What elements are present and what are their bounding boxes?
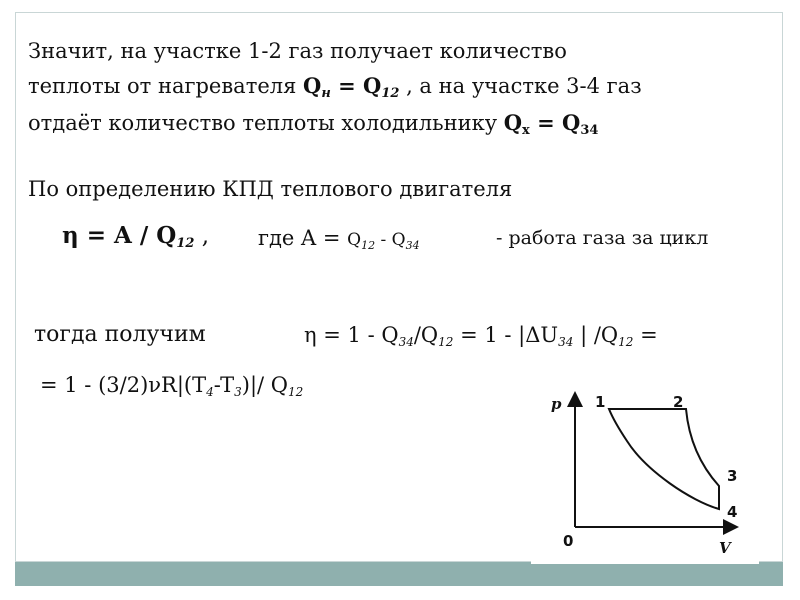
efficiency-result: $\eta = 1 - Q_{34}/Q_{12} = 1 - |\Delta U_{34}$ | $/Q_{12}$ = <box>304 323 658 349</box>
point-3-label: 3 <box>727 467 738 485</box>
work-description: - работа газа за цикл <box>496 227 709 249</box>
point-4-label: 4 <box>727 503 738 521</box>
work-definition: где A = Q12 - Q34 <box>258 226 420 252</box>
paragraph1-line3 <box>28 110 598 144</box>
paragraph2-line1 <box>28 176 512 202</box>
text: теплоты от нагревателя <box>28 74 304 98</box>
footer-bar <box>15 562 783 586</box>
pv-diagram-svg <box>531 381 759 564</box>
q-heater: Qн = Q12 <box>303 73 400 101</box>
point-2-label: 2 <box>673 393 684 411</box>
text: По определению КПД теплового двигателя <box>28 177 513 201</box>
axis-y-label: p <box>551 395 562 413</box>
eta-formula: η = A / Q12 <box>62 222 195 251</box>
cycle-curve <box>609 409 719 509</box>
then-label: тогда получим <box>34 322 206 347</box>
pv-diagram <box>531 381 759 564</box>
paragraph1-line1 <box>28 38 567 64</box>
text: , а на участке 3-4 газ <box>399 74 642 98</box>
q-cooler: Qх = Q34 <box>503 110 599 138</box>
text: отдаёт количество теплоты холодильнику <box>28 111 504 135</box>
text: Значит, на участке 1-2 газ получает количество <box>28 39 567 63</box>
point-1-label: 1 <box>595 393 606 411</box>
efficiency-definition: η = A / Q12 , <box>62 222 210 251</box>
efficiency-result-line2: = $1 - (3/2)\nu R|(T_4-T_3)|/$ $Q_{12}$ <box>40 373 304 399</box>
axis-x-label: V <box>719 539 731 557</box>
origin-label: 0 <box>563 532 574 550</box>
paragraph1-line2 <box>28 73 642 107</box>
